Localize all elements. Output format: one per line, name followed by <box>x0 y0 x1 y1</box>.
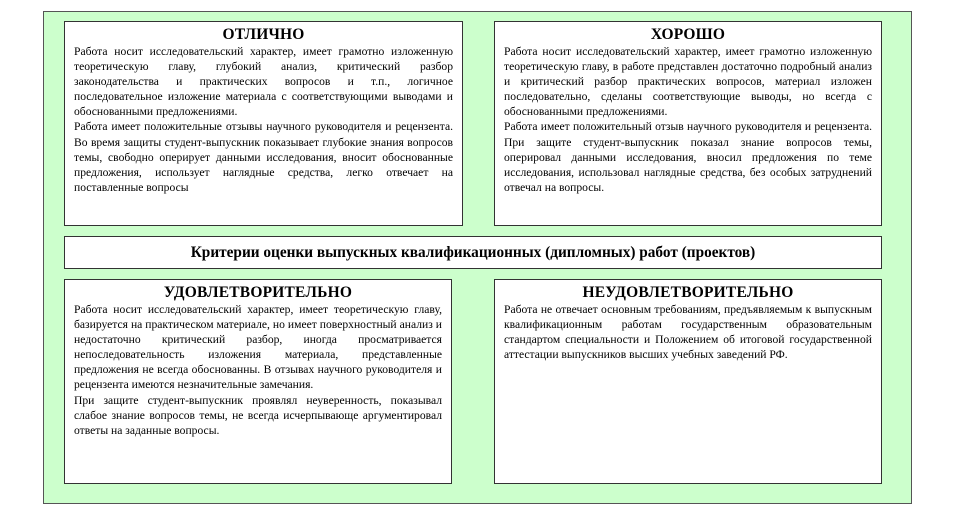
grade-title-unsatisfactory: НЕУДОВЛЕТВОРИТЕЛЬНО <box>582 284 794 301</box>
central-title-box <box>64 236 882 269</box>
grade-text-satisfactory-2: При защите студент-выпускник проявлял неуверенность, показывал слабое знание вопросов темы, не всегда исчерпывающе аргументировал ответы на заданные вопросы. <box>74 393 442 437</box>
grade-text-good-2: Работа имеет положительный отзыв научного руководителя и рецензента. При защите студент-выпускник показал знание вопросов темы, оперировал данными исследования, вносил предложения по теме исследования, использовал наглядные средства, без особых затруднений отвечал на вопросы. <box>504 120 872 194</box>
grade-text-good-1: Работа носит исследовательский характер, имеет грамотно изложенную теоретическую главу, в работе представлен достаточно подробный анализ и критический разбор практических вопросов, материал изложен последовательно, сделаны соответствующие выводы, но всегда с обоснованными предложениями. <box>504 45 872 119</box>
grade-title-satisfactory: УДОВЛЕТВОРИТЕЛЬНО <box>163 284 353 301</box>
grade-box-satisfactory <box>64 279 452 484</box>
grade-box-excellent <box>64 21 463 226</box>
grade-text-excellent-2: Работа имеет положительные отзывы научного руководителя и рецензента. Во время защиты студент-выпускник показывает глубокие знания вопросов темы, свободно оперирует данными исследования, вносит обоснованные предложения, использует наглядные средства, легко отвечает на поставленные вопросы <box>74 120 453 194</box>
grade-text-unsatisfactory-1: Работа не отвечает основным требованиям, предъявляемым к выпускным квалификационным работам государственным образовательным стандартом специальности и Положением об итоговой государственной аттестации выпускников высших учебных заведений РФ. <box>504 303 872 362</box>
grade-title-excellent: ОТЛИЧНО <box>222 26 305 43</box>
grade-title-good: ХОРОШО <box>650 26 726 43</box>
grade-text-excellent-1: Работа носит исследовательский характер, имеет грамотно изложенную теоретическую главу, глубокий анализ, критический разбор законодательства и практических вопросов и т.п., логичное последовательное изложение материала с соответствующими выводами и обоснованными предложениями. <box>74 45 453 119</box>
grade-box-good <box>494 21 882 226</box>
grade-box-unsatisfactory <box>494 279 882 484</box>
grade-text-satisfactory-1: Работа носит исследовательский характер, имеет теоретическую главу, базируется на практическом материале, но имеет поверхностный анализ и недостаточно критический разбор, иногда просматривается непоследовательность изложения материала, представленные предложения не всегда обоснованны. В отзывах научного руководителя и рецензента имеются незначительные замечания. <box>74 303 442 392</box>
central-title: Критерии оценки выпускных квалификационных (дипломных) работ (проектов) <box>190 243 756 261</box>
